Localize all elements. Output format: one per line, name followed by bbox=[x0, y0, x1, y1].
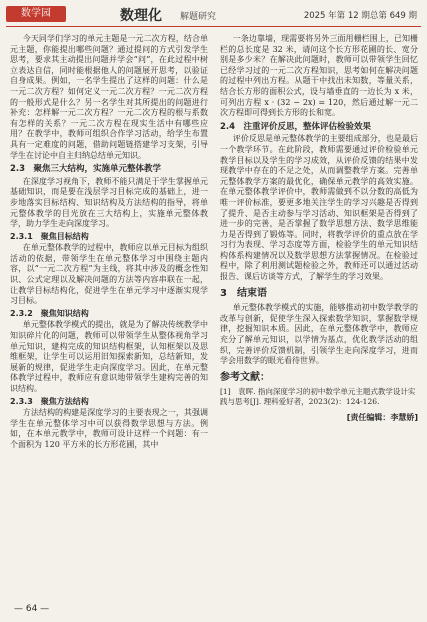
page-header bbox=[0, 0, 427, 28]
section-heading-2-3: 2.3 聚焦三大结构，实施单元整体教学 bbox=[10, 164, 162, 175]
paragraph: 单元整体教学模式的实施，能够推动初中数学教学的改革与创新，促使学生深入探索数学知识，掌握数学规律，挖掘知识本质。因此，在单元整体教学中，教师应充分了解单元知识，以学情为基点，优化教学活动的组织，完善评价反馈机制，引领学生走向深度学习，进而学会用数学的眼光看待世界。 bbox=[220, 303, 418, 366]
section-heading-2-3-1: 2.3.1 聚焦目标结构 bbox=[10, 231, 89, 241]
editor-credit: [责任编辑：李慧娇] bbox=[346, 413, 418, 423]
section-heading-2-3-2: 2.3.2 聚焦知识结构 bbox=[10, 308, 89, 318]
reference-item: [1] 袁晖. 指向深度学习的初中数学单元主题式教学设计实践与思考[J]. 理科爱好者，2023(2)：124-126. bbox=[220, 387, 416, 407]
page-number: — 64 — bbox=[14, 604, 50, 614]
header-divider bbox=[6, 26, 421, 27]
issue-info: 2025 年第 12 期总第 649 期 bbox=[303, 11, 417, 21]
section-heading-3: 3 结束语 bbox=[220, 287, 267, 299]
section-subtitle: 解题研究 bbox=[180, 12, 217, 22]
references-heading: 参考文献： bbox=[220, 371, 270, 383]
paragraph: 单元整体教学模式的提出，就是为了解决传统教学中知识碎片化的问题，教师可以带领学生从整体视角学习单元知识，建构完成的知识结构框架，认知框架以及思维框架，让学生可以运用旧知探索新知，总结新知，发展新的规律，促进学生走向深度学习。因此，在单元整体教学过程中，教师应有意识地带领学生建构完善的知识结构。 bbox=[10, 320, 208, 393]
paragraph: 在单元整体教学的过程中，教师应以单元目标为组织活动的依据，带领学生在单元整体学习中围绕主题内容，以“一元二次方程”为主线，将其中涉及的概念性知识、公式定理以及解决问题的方法等内容串联在一起，让教学目标结构化，促进学生在单元学习中逐渐实现学习目标。 bbox=[10, 243, 208, 306]
section-heading-2-3-3: 2.3.3 聚焦方法结构 bbox=[10, 396, 89, 406]
paragraph: 在深度学习视角下，教师不能只满足于学生掌握单元基础知识，而是要在浅层学习目标完成的基础上，进一步地落实目标结构、知识结构及方法结构的指导，将单元整体教学的目光放在三大结构上，实施单元整体教学，助力学生走向深度学习。 bbox=[10, 176, 208, 229]
paragraph: 方法结构的构建是深度学习的主要表现之一，其强调学生在单元整体学习中可以获得数学思想与方法。例如，在本单元教学中，教师可设计这样一个问题：有一个面积为 120 平方米的长方形花圃，其中 bbox=[10, 408, 208, 449]
left-column bbox=[10, 34, 208, 451]
journal-logo: 数学园 bbox=[6, 6, 66, 22]
paragraph: 今天同学们学习的单元主题是一元二次方程，结合单元主题，你能提出哪些问题？通过提问的方式引发学生思考，要求其主动提出问题并学会“问”，在此过程中树立表达自信，同时能根据他人的问题展开思考，以验证自身成果。例如，一名学生提出了这样的问题：什么是一元二次方程？如何定义一元二次方程？一元二次方程的一般形式是什么？另一名学生对其所提出的问题进行补充：怎样解一元二次方程？一元二次方程的根与系数有怎样的关系？一元二次方程在现实生活中有哪些应用？在教学中，教师可组织合作学习活动，给学生布置具有一定难度的问题，借助问题链搭建学习支架，引导学生在讨论中自主归纳总结单元知识。 bbox=[10, 34, 208, 160]
right-column bbox=[220, 34, 418, 424]
section-heading-2-4: 2.4 注重评价反思，整体评估检验效果 bbox=[220, 121, 372, 132]
paragraph: 一条边靠墙，现需要将另外三面用栅栏围上，已知栅栏的总长度是 32 米，请问这个长方形花圃的长、宽分别是多少米？在解决此问题时，教师可以带领学生回忆已经学习过的一元二次方程知识，思考如何在解决问题的过程中列出方程。从题干中找出未知数，等量关系，结合长方形的面积公式，设与墙垂直的一边长为 x 米，可列出方程 x · (32 − 2x) = 120，然后通过解一元二次方程即可得到长方形的长和宽。 bbox=[220, 34, 418, 118]
paragraph: 评价反思是单元整体教学的主要组成部分，也是最后一个教学环节。在此阶段，教师需要通过评价检验单元教学目标以及学生的学习成效，从评价反馈的结果中发现教学中存在的不足之处，从而调整教学方案。完善单元整体教学方案的最优化，确保单元教学的高效实施。在单元整体教学评价中，教师需做到不以分数的高低为唯一评价标准，要更多地关注学生的学习兴趣是否得到了提升、是否主动参与学习活动、知识框架是否得到了进一步的完善，是否掌握了数学思想方法、数学思维能力是否得到了锻炼等。同时，将教学评价的重点放在学习行为表现、学习态度等方面，检验学生的单元知识结构体系构建情况以及数学思想方法掌握情况。在检验过程中，除了利用测试题检验之外，教师还可以通过活动报告、课后访谈等方式，了解学生的学习效果。 bbox=[220, 134, 418, 282]
section-title: 数理化 bbox=[120, 8, 162, 24]
